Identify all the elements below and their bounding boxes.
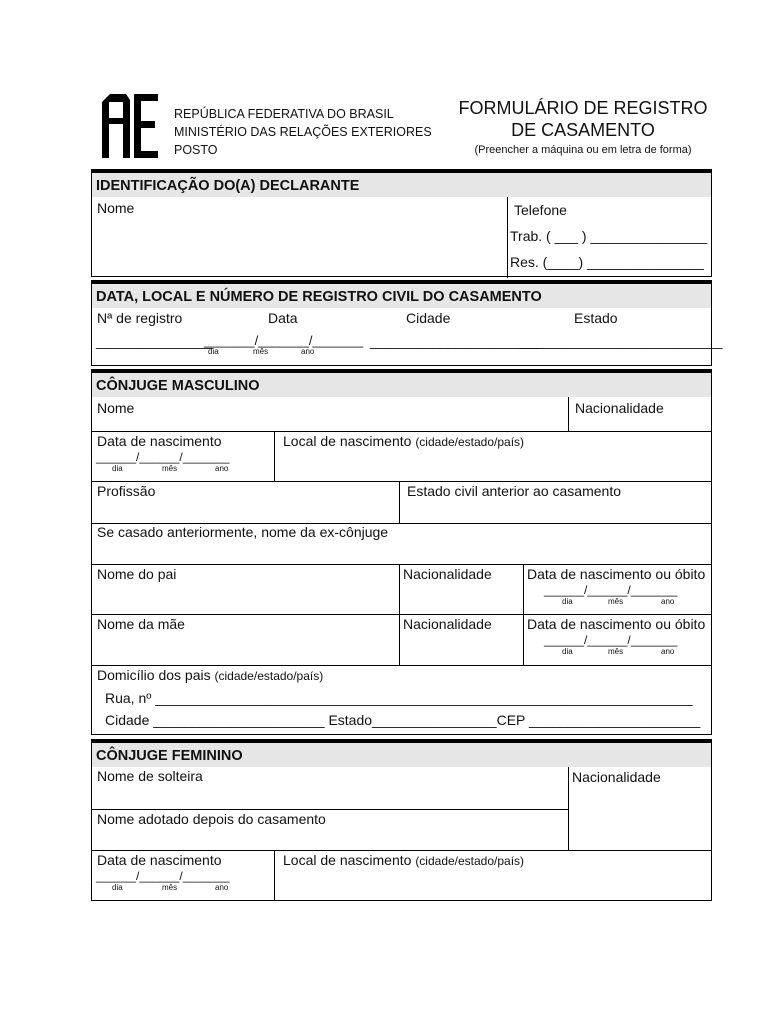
local-nascimento-label bbox=[283, 852, 524, 869]
form-title-line-1: FORMULÁRIO DE REGISTRO bbox=[458, 98, 708, 118]
section-heading bbox=[92, 370, 711, 397]
n-registro-label: Nª de registro bbox=[97, 310, 183, 326]
ae-logo-icon bbox=[100, 92, 160, 158]
registro-number-field[interactable]: _______________ bbox=[96, 333, 213, 349]
date-mes-hint: mês bbox=[162, 883, 178, 892]
org-line-1: REPÚBLICA FEDERATIVA DO BRASIL bbox=[174, 107, 394, 121]
telefone-label: Telefone bbox=[514, 202, 567, 218]
section-title: CÔNJUGE MASCULINO bbox=[96, 378, 260, 394]
date-mes-hint: mês bbox=[162, 464, 178, 473]
domicilio-text: Domicílio dos pais bbox=[97, 667, 211, 683]
nome-pai-label: Nome do pai bbox=[97, 566, 177, 582]
date-mes-hint: mês bbox=[253, 347, 269, 356]
form-title-line-2: DE CASAMENTO bbox=[511, 120, 655, 140]
data-obito-mae-field[interactable]: ______/______/_______ bbox=[544, 633, 678, 647]
local-nascimento-text: Local de nascimento bbox=[283, 433, 412, 449]
data-nascimento-field[interactable]: ______/______/_______ bbox=[96, 869, 230, 883]
estado-label: Estado bbox=[574, 310, 618, 326]
nacionalidade-mae-label: Nacionalidade bbox=[403, 616, 492, 632]
section-conjuge-feminino bbox=[91, 739, 712, 901]
data-obito-mae-label: Data de nascimento ou óbito bbox=[527, 616, 706, 632]
section-heading bbox=[92, 170, 711, 197]
section-title: CÔNJUGE FEMININO bbox=[96, 748, 243, 764]
date-dia-hint: dia bbox=[208, 347, 219, 356]
registro-estado-field[interactable]: __________________________ bbox=[520, 333, 723, 349]
date-dia-hint: dia bbox=[112, 464, 123, 473]
date-mes-hint: mês bbox=[608, 597, 624, 606]
data-nascimento-label: Data de nascimento bbox=[97, 433, 222, 449]
local-nascimento-hint: (cidade/estado/país) bbox=[415, 435, 525, 449]
registro-date-field[interactable]: _______/_______/_______ bbox=[204, 333, 364, 348]
data-label: Data bbox=[268, 310, 298, 326]
domicilio-label bbox=[97, 667, 323, 684]
local-nascimento-text: Local de nascimento bbox=[283, 852, 412, 868]
nome-mae-label: Nome da mãe bbox=[97, 616, 185, 632]
data-obito-pai-field[interactable]: ______/______/_______ bbox=[544, 583, 678, 597]
date-ano-hint: ano bbox=[661, 647, 675, 656]
section-title: DATA, LOCAL E NÚMERO DE REGISTRO CIVIL DO CASAMENTO bbox=[96, 289, 542, 305]
registro-cidade-field[interactable]: ______________________ bbox=[370, 333, 542, 349]
domicilio-hint: (cidade/estado/país) bbox=[214, 669, 324, 683]
org-line-3: POSTO bbox=[174, 143, 218, 157]
date-dia-hint: dia bbox=[562, 597, 573, 606]
date-ano-hint: ano bbox=[301, 347, 315, 356]
local-nascimento-label bbox=[283, 433, 524, 450]
section-declarante bbox=[91, 169, 712, 277]
nacionalidade-label: Nacionalidade bbox=[572, 769, 661, 785]
date-dia-hint: dia bbox=[112, 883, 123, 892]
rua-field[interactable]: Rua, nº _____________________________________________________________________ bbox=[105, 690, 693, 706]
data-obito-pai-label: Data de nascimento ou óbito bbox=[527, 566, 706, 582]
data-nascimento-label: Data de nascimento bbox=[97, 852, 222, 868]
nome-solteira-label: Nome de solteira bbox=[97, 768, 203, 784]
nacionalidade-pai-label: Nacionalidade bbox=[403, 566, 492, 582]
section-registro bbox=[91, 280, 723, 366]
logo bbox=[100, 92, 160, 158]
nome-label: Nome bbox=[97, 400, 135, 416]
section-title: IDENTIFICAÇÃO DO(A) DECLARANTE bbox=[96, 178, 360, 194]
nacionalidade-label: Nacionalidade bbox=[575, 400, 664, 416]
profissao-label: Profissão bbox=[97, 483, 156, 499]
date-mes-hint: mês bbox=[608, 647, 624, 656]
cidade-label: Cidade bbox=[406, 310, 451, 326]
section-heading bbox=[92, 281, 711, 308]
estado-civil-label: Estado civil anterior ao casamento bbox=[407, 483, 621, 499]
date-ano-hint: ano bbox=[215, 883, 229, 892]
date-ano-hint: ano bbox=[215, 464, 229, 473]
nome-label: Nome bbox=[97, 200, 135, 216]
org-line-2: MINISTÉRIO DAS RELAÇÕES EXTERIORES bbox=[174, 125, 432, 139]
form-subtitle: (Preencher a máquina ou em letra de forma) bbox=[474, 144, 692, 156]
data-nascimento-field[interactable]: ______/______/_______ bbox=[96, 450, 230, 464]
cidade-estado-cep-field[interactable]: Cidade ______________________ Estado________________CEP ______________________ bbox=[105, 712, 701, 728]
date-dia-hint: dia bbox=[562, 647, 573, 656]
section-conjuge-masculino bbox=[91, 369, 712, 735]
ex-conjuge-label: Se casado anteriormente, nome da ex-cônjuge bbox=[97, 524, 389, 540]
nome-adotado-label: Nome adotado depois do casamento bbox=[97, 811, 326, 827]
local-nascimento-hint: (cidade/estado/país) bbox=[415, 854, 525, 868]
date-ano-hint: ano bbox=[661, 597, 675, 606]
section-heading bbox=[92, 740, 711, 767]
res-phone-field[interactable]: Res. (____) _______________ bbox=[510, 254, 704, 270]
trab-phone-field[interactable]: Trab. ( ___ ) _______________ bbox=[510, 228, 708, 244]
